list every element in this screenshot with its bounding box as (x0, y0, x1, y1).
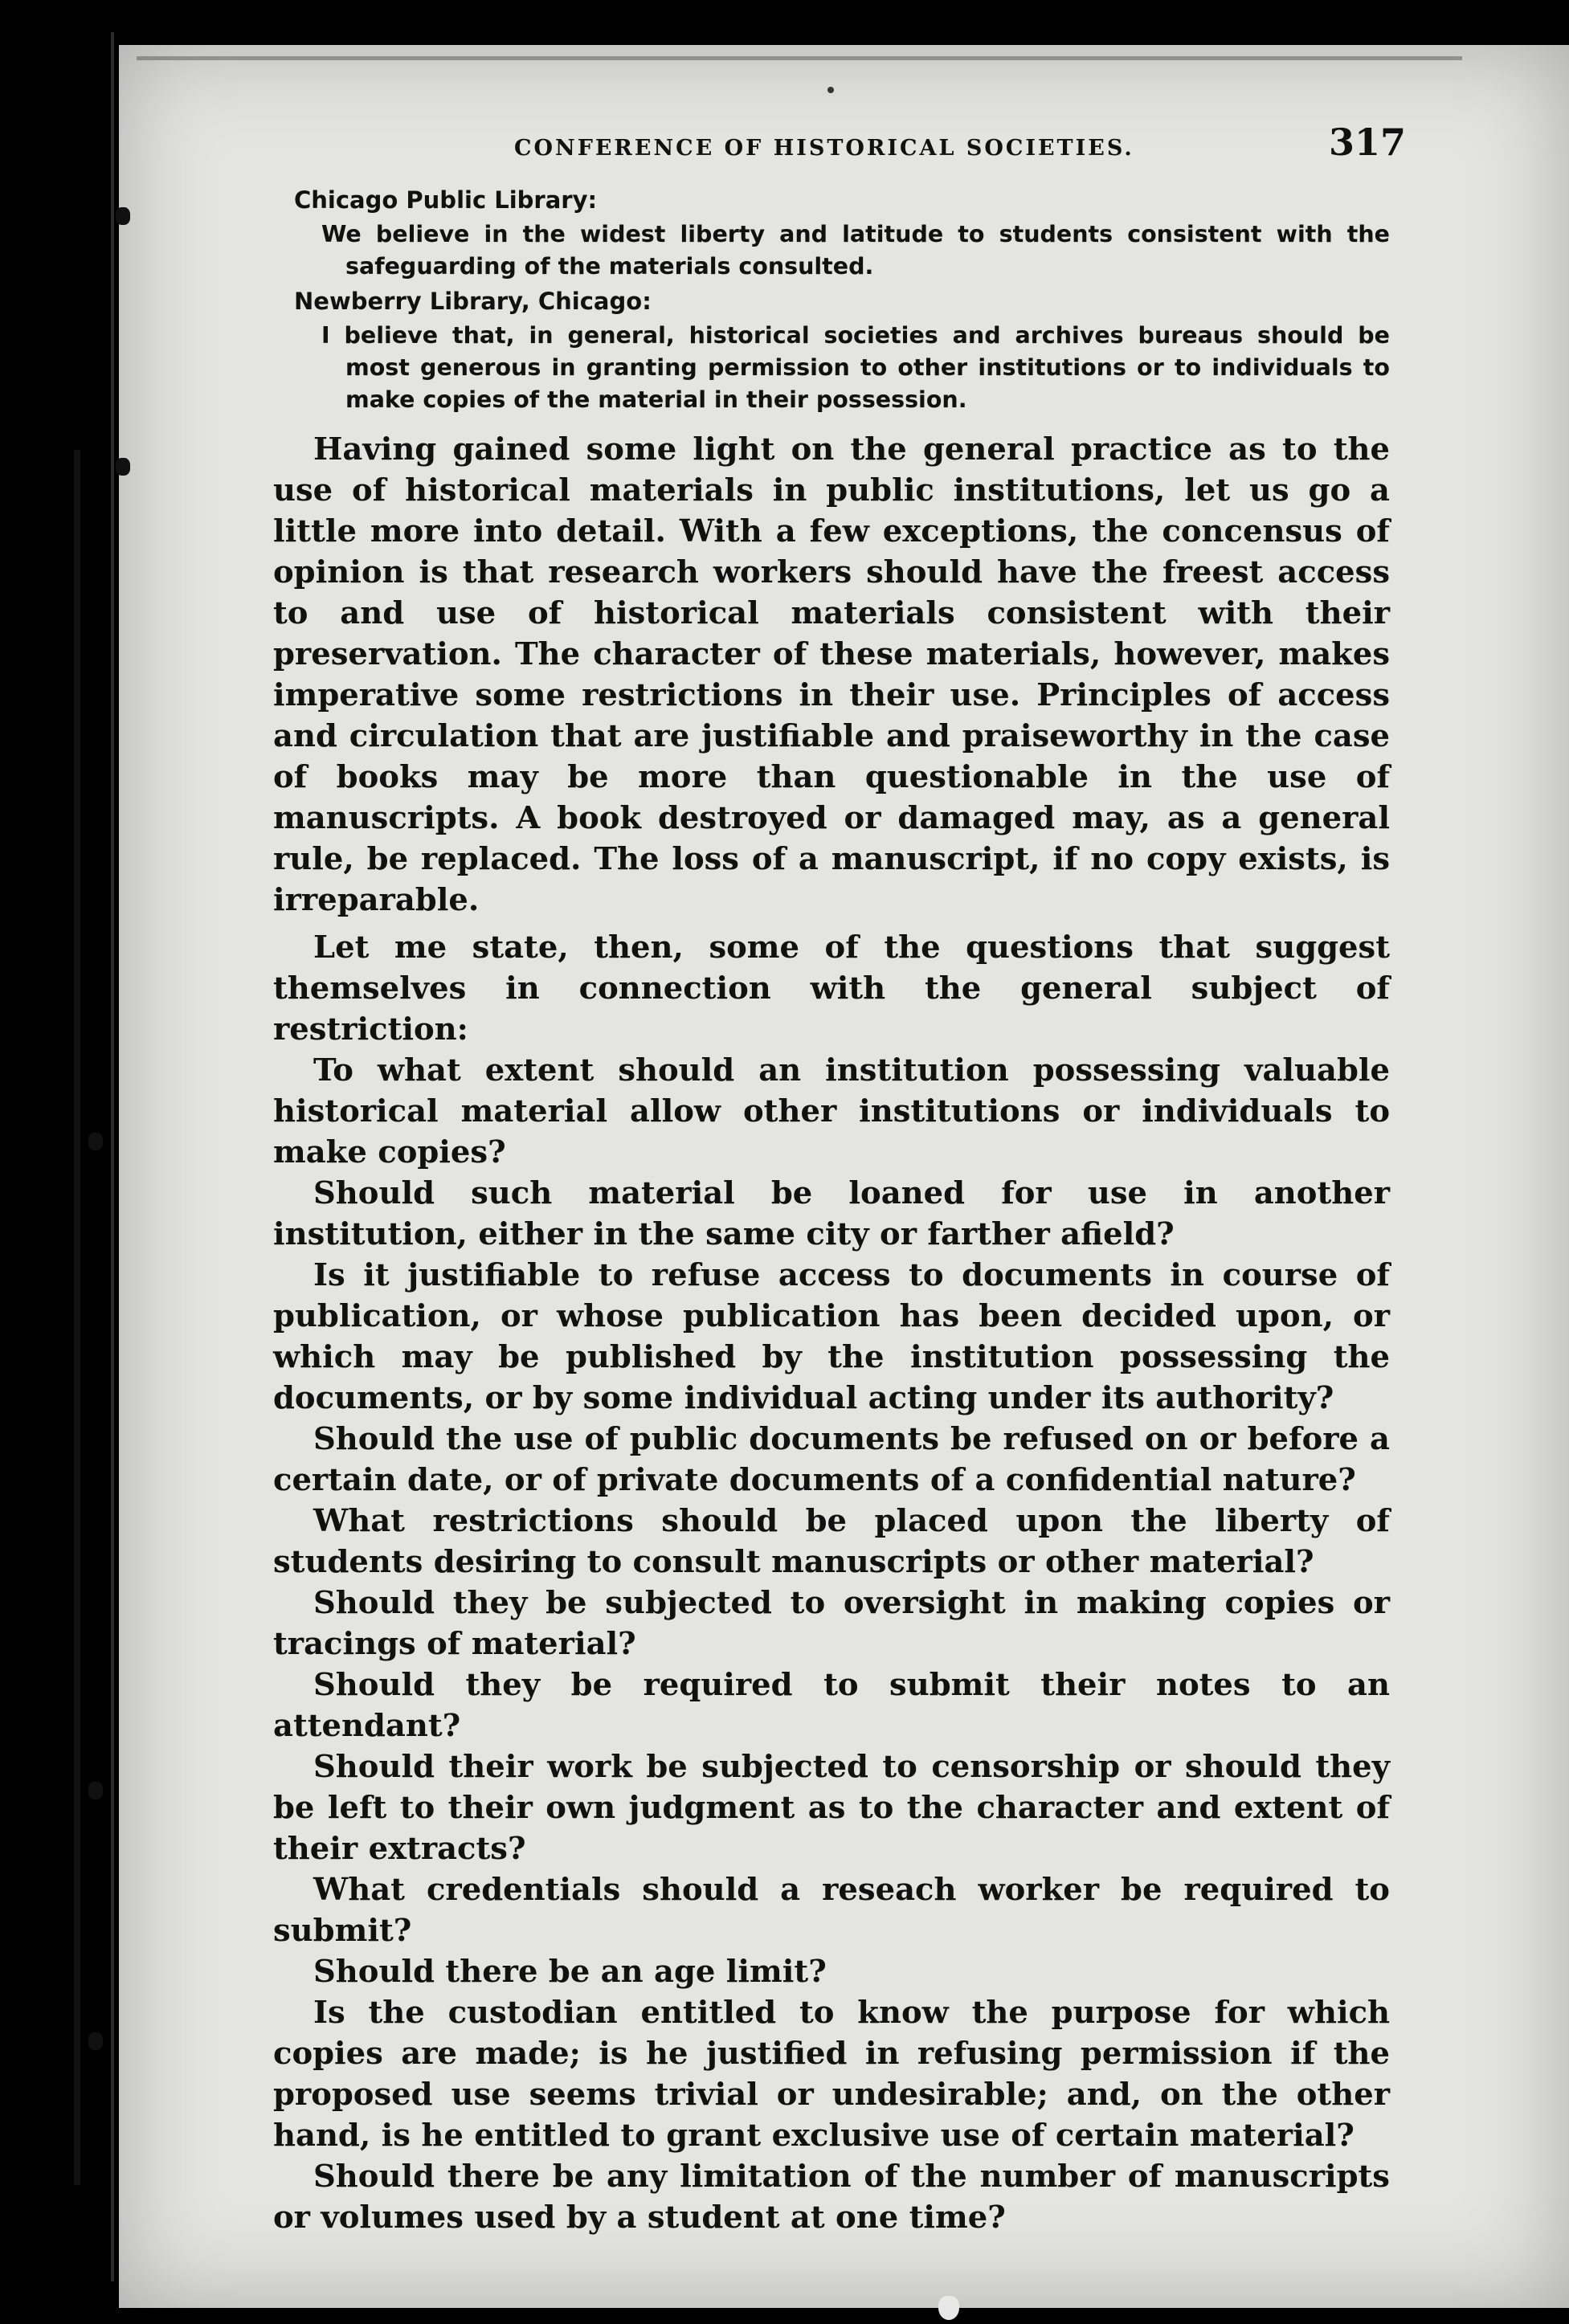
scan-artifact (938, 2296, 959, 2320)
question: Should such material be loaned for use in another institution, either in the same city or farther afield? (273, 1175, 1390, 1252)
question: Should they be required to submit their notes to an attendant? (273, 1667, 1390, 1744)
binding-line (74, 450, 80, 2185)
quote-text: I believe that, in general, historical societies and archives bureaus should be most generous in granting permission to other institutions or to individuals to make copies of the material in their possession. (321, 322, 1390, 413)
body-text (273, 429, 1390, 2238)
quote-text: We believe in the widest liberty and latitude to students consistent with the safeguarding of the materials consulted. (321, 221, 1390, 280)
binding-notch (88, 2032, 103, 2050)
question: Should their work be subjected to censorship or should they be left to their own judgment as to the character and extent of their extracts? (273, 1749, 1390, 1867)
binding-notch (116, 458, 130, 476)
running-head (273, 120, 1406, 164)
quote-block (273, 186, 1390, 416)
top-rule (137, 56, 1462, 60)
page-content (273, 120, 1406, 2238)
running-title: CONFERENCE OF HISTORICAL SOCIETIES. (514, 136, 1134, 161)
paragraph: Let me state, then, some of the questions that suggest themselves in connection with the general subject of restriction: (273, 929, 1390, 1048)
ink-speck (827, 87, 834, 93)
question: What credentials should a reseach worker be required to submit? (273, 1872, 1390, 1949)
binding-notch (88, 1133, 103, 1150)
binding-notch (88, 1782, 103, 1799)
paragraph: Having gained some light on the general practice as to the use of historical materials in public institutions, let us go a little more into detail. With a few exceptions, the concensus of opinion is that research workers should have the freest access to and use of historical materials consistent with their preservation. The character of these materials, however, makes imperative some restrictions in their use. Principles of access and circulation that are justifiable and praiseworthy in the case of books may be more than questionable in the use of manuscripts. A book destroyed or damaged may, as a general rule, be replaced. The loss of a manuscript, if no copy exists, is irreparable. (273, 431, 1390, 918)
institution-name: Chicago Public Library: (294, 186, 598, 214)
question: Should there be an age limit? (313, 1954, 827, 1990)
question: Is the custodian entitled to know the purpose for which copies are made; is he justified in refusing permission if the proposed use seems trivial or undesirable; and, on the other hand, is he entitled to grant exclusive use of certain material? (273, 1995, 1390, 2154)
institution-name: Newberry Library, Chicago: (294, 288, 652, 315)
question: To what extent should an institution possessing valuable historical material allow other institutions or individuals to make copies? (273, 1052, 1390, 1170)
page-number: 317 (1328, 120, 1406, 164)
binding-notch (116, 207, 130, 225)
binding-edge (111, 32, 114, 2281)
question: Is it justifiable to refuse access to documents in course of publication, or whose publication has been decided upon, or which may be published by the institution possessing the documents, or by some individual acting under its authority? (273, 1257, 1390, 1416)
question: Should the use of public documents be refused on or before a certain date, or of private documents of a confidential nature? (273, 1421, 1390, 1498)
question: What restrictions should be placed upon the liberty of students desiring to consult manuscripts or other material? (273, 1503, 1390, 1580)
question: Should there be any limitation of the number of manuscripts or volumes used by a student at one time? (273, 2159, 1390, 2236)
question: Should they be subjected to oversight in making copies or tracings of material? (273, 1585, 1390, 1662)
